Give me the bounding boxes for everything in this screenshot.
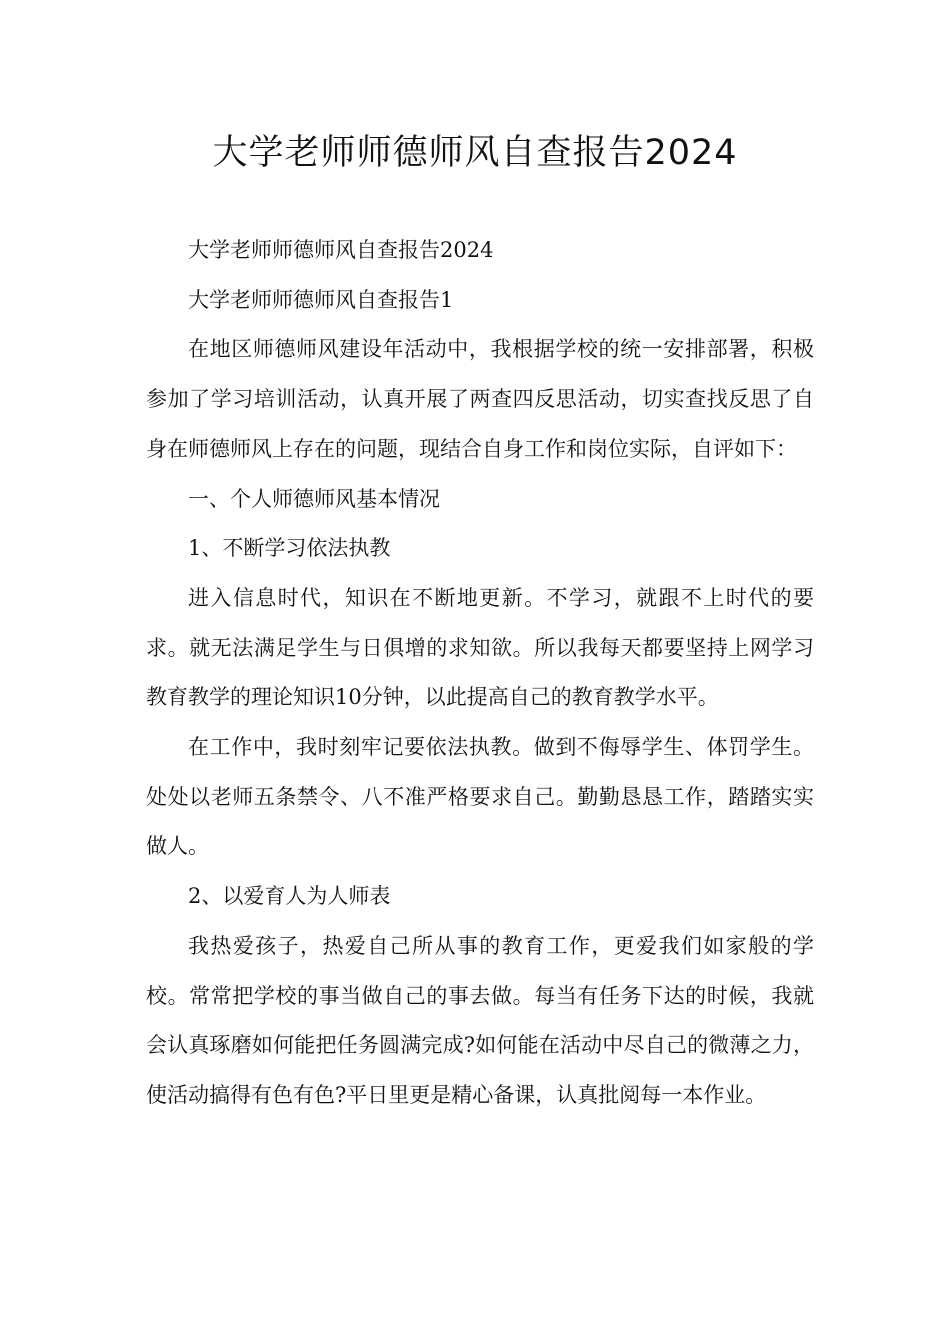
paragraph-love: 我热爱孩子，热爱自己所从事的教育工作，更爱我们如家般的学校。常常把学校的事当做自己的事去做。每当有任务下达的时候，我就会认真琢磨如何能把任务圆满完成?如何能在活动中尽自己的微薄之力，使活动搞得有色有色?平日里更是精心备课，认真批阅每一本作业。	[146, 933, 814, 1107]
paragraph-report-heading: 大学老师师德师风自查报告1	[188, 287, 454, 312]
document-body	[146, 226, 814, 1121]
document-title: 大学老师师德师风自查报告2024	[212, 133, 738, 173]
subsection-heading-love: 2、以爱育人为人师表	[188, 884, 391, 909]
paragraph-subtitle: 大学老师师德师风自查报告2024	[188, 238, 494, 262]
paragraph-intro: 在地区师德师风建设年活动中，我根据学校的统一安排部署，积极参加了学习培训活动，认真开展了两查四反思活动，切实查找反思了自身在师德师风上存在的问题，现结合自身工作和岗位实际，自评如下：	[146, 337, 814, 461]
subsection-heading-learning: 1、不断学习依法执教	[188, 536, 391, 561]
paragraph-learning: 进入信息时代，知识在不断地更新。不学习，就跟不上时代的要求。就无法满足学生与日俱增的求知欲。所以我每天都要坚持上网学习教育教学的理论知识10分钟，以此提高自己的教育教学水平。	[146, 585, 814, 710]
paragraph-teaching-by-law: 在工作中，我时刻牢记要依法执教。做到不侮辱学生、体罚学生。处处以老师五条禁令、八不准严格要求自己。勤勤恳恳工作，踏踏实实做人。	[146, 735, 814, 859]
section-heading-basic-situation: 一、个人师德师风基本情况	[188, 486, 440, 511]
